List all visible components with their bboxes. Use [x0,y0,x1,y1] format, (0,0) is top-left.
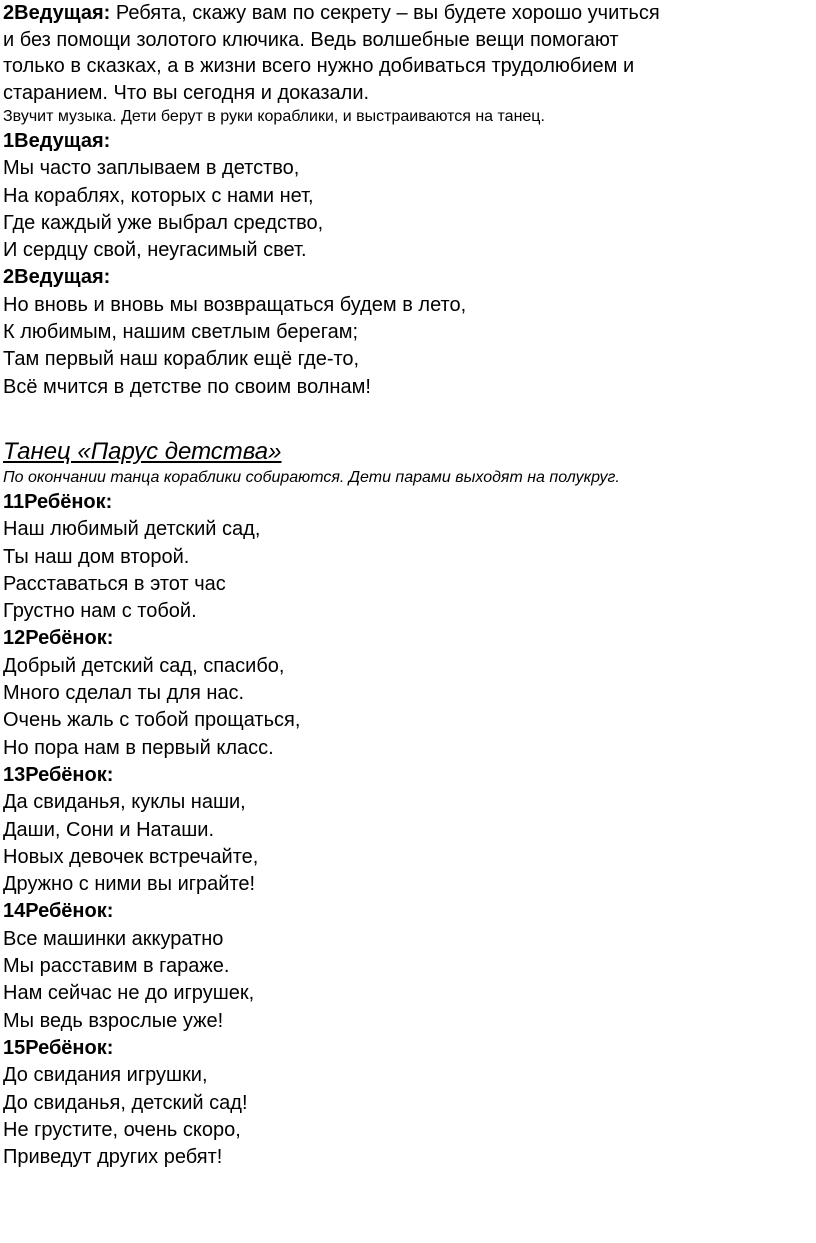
verse-line: Мы расставим в гараже. [3,955,230,978]
verse-line: На кораблях, которых с нами нет, [3,184,314,207]
verse-line: Даши, Сони и Наташи. [3,818,215,841]
child-speaker: 13Ребёнок: [3,763,114,786]
dance-note: По окончании танца кораблики собираются. Дети парами выходят на полукруг. [3,468,620,486]
verse-line: Мы ведь взрослые уже! [3,1009,224,1032]
intro-line: старанием. Что вы сегодня и доказали. [3,81,370,104]
verse-line: Не грустите, очень скоро, [3,1118,241,1141]
host2-stanza [3,264,813,400]
child-12-stanza [3,625,813,761]
child-speaker: 12Ребёнок: [3,627,114,650]
intro-line: и без помощи золотого ключика. Ведь волшебные вещи помогают [3,28,619,51]
verse-line: Ты наш дом второй. [3,545,190,568]
child-speaker: 15Ребёнок: [3,1036,114,1059]
verse-line: И сердцу свой, неугасимый свет. [3,239,307,262]
verse-line: Наш любимый детский сад, [3,518,261,541]
verse-line: Грустно нам с тобой. [3,600,197,623]
dance-title: Танец «Парус детства» [3,437,282,465]
child-speaker: 11Ребёнок: [3,490,113,513]
host2-speaker: 2Ведущая: [3,266,111,289]
verse-line: Много сделал ты для нас. [3,682,245,705]
verse-line: Где каждый уже выбрал средство, [3,211,324,234]
verse-line: Но вновь и вновь мы возвращаться будем в лето, [3,293,467,316]
verse-line: Новых девочек встречайте, [3,845,259,868]
child-speaker: 14Ребёнок: [3,900,114,923]
verse-line: До свидания игрушки, [3,1064,208,1087]
verse-line: К любимым, нашим светлым берегам; [3,321,358,344]
stage-note-music: Звучит музыка. Дети берут в руки кораблики, и выстраиваются на танец. [3,108,545,125]
verse-line: До свиданья, детский сад! [3,1091,248,1114]
child-11-stanza [3,489,813,625]
intro-first-line [3,0,813,27]
host1-stanza [3,128,813,264]
verse-line: Добрый детский сад, спасибо, [3,654,285,677]
verse-line: Да свиданья, куклы наши, [3,791,246,814]
child-13-stanza [3,762,813,898]
child-14-stanza [3,898,813,1034]
intro-line: только в сказках, а в жизни всего нужно добиваться трудолюбием и [3,55,635,77]
verse-line: Приведут других ребят! [3,1146,223,1169]
verse-line: Там первый наш кораблик ещё где-то, [3,348,360,371]
intro-first-line-text: Ребята, скажу вам по секрету – вы будете хорошо учиться [110,2,660,24]
verse-line: Очень жаль с тобой прощаться, [3,709,301,732]
verse-line: Все машинки аккуратно [3,927,224,950]
intro-speaker: 2Ведущая: [3,2,111,24]
document-page [3,0,813,1171]
verse-line: Дружно с ними вы играйте! [3,873,256,896]
intro-paragraph [3,0,813,106]
verse-line: Нам сейчас не до игрушек, [3,982,255,1005]
blank-line [3,401,813,437]
verse-line: Но пора нам в первый класс. [3,736,274,759]
child-15-stanza [3,1035,813,1171]
host1-speaker: 1Ведущая: [3,130,111,152]
verse-line: Расставаться в этот час [3,572,226,595]
verse-line: Всё мчится в детстве по своим волнам! [3,375,371,398]
verse-line: Мы часто заплываем в детство, [3,157,300,180]
